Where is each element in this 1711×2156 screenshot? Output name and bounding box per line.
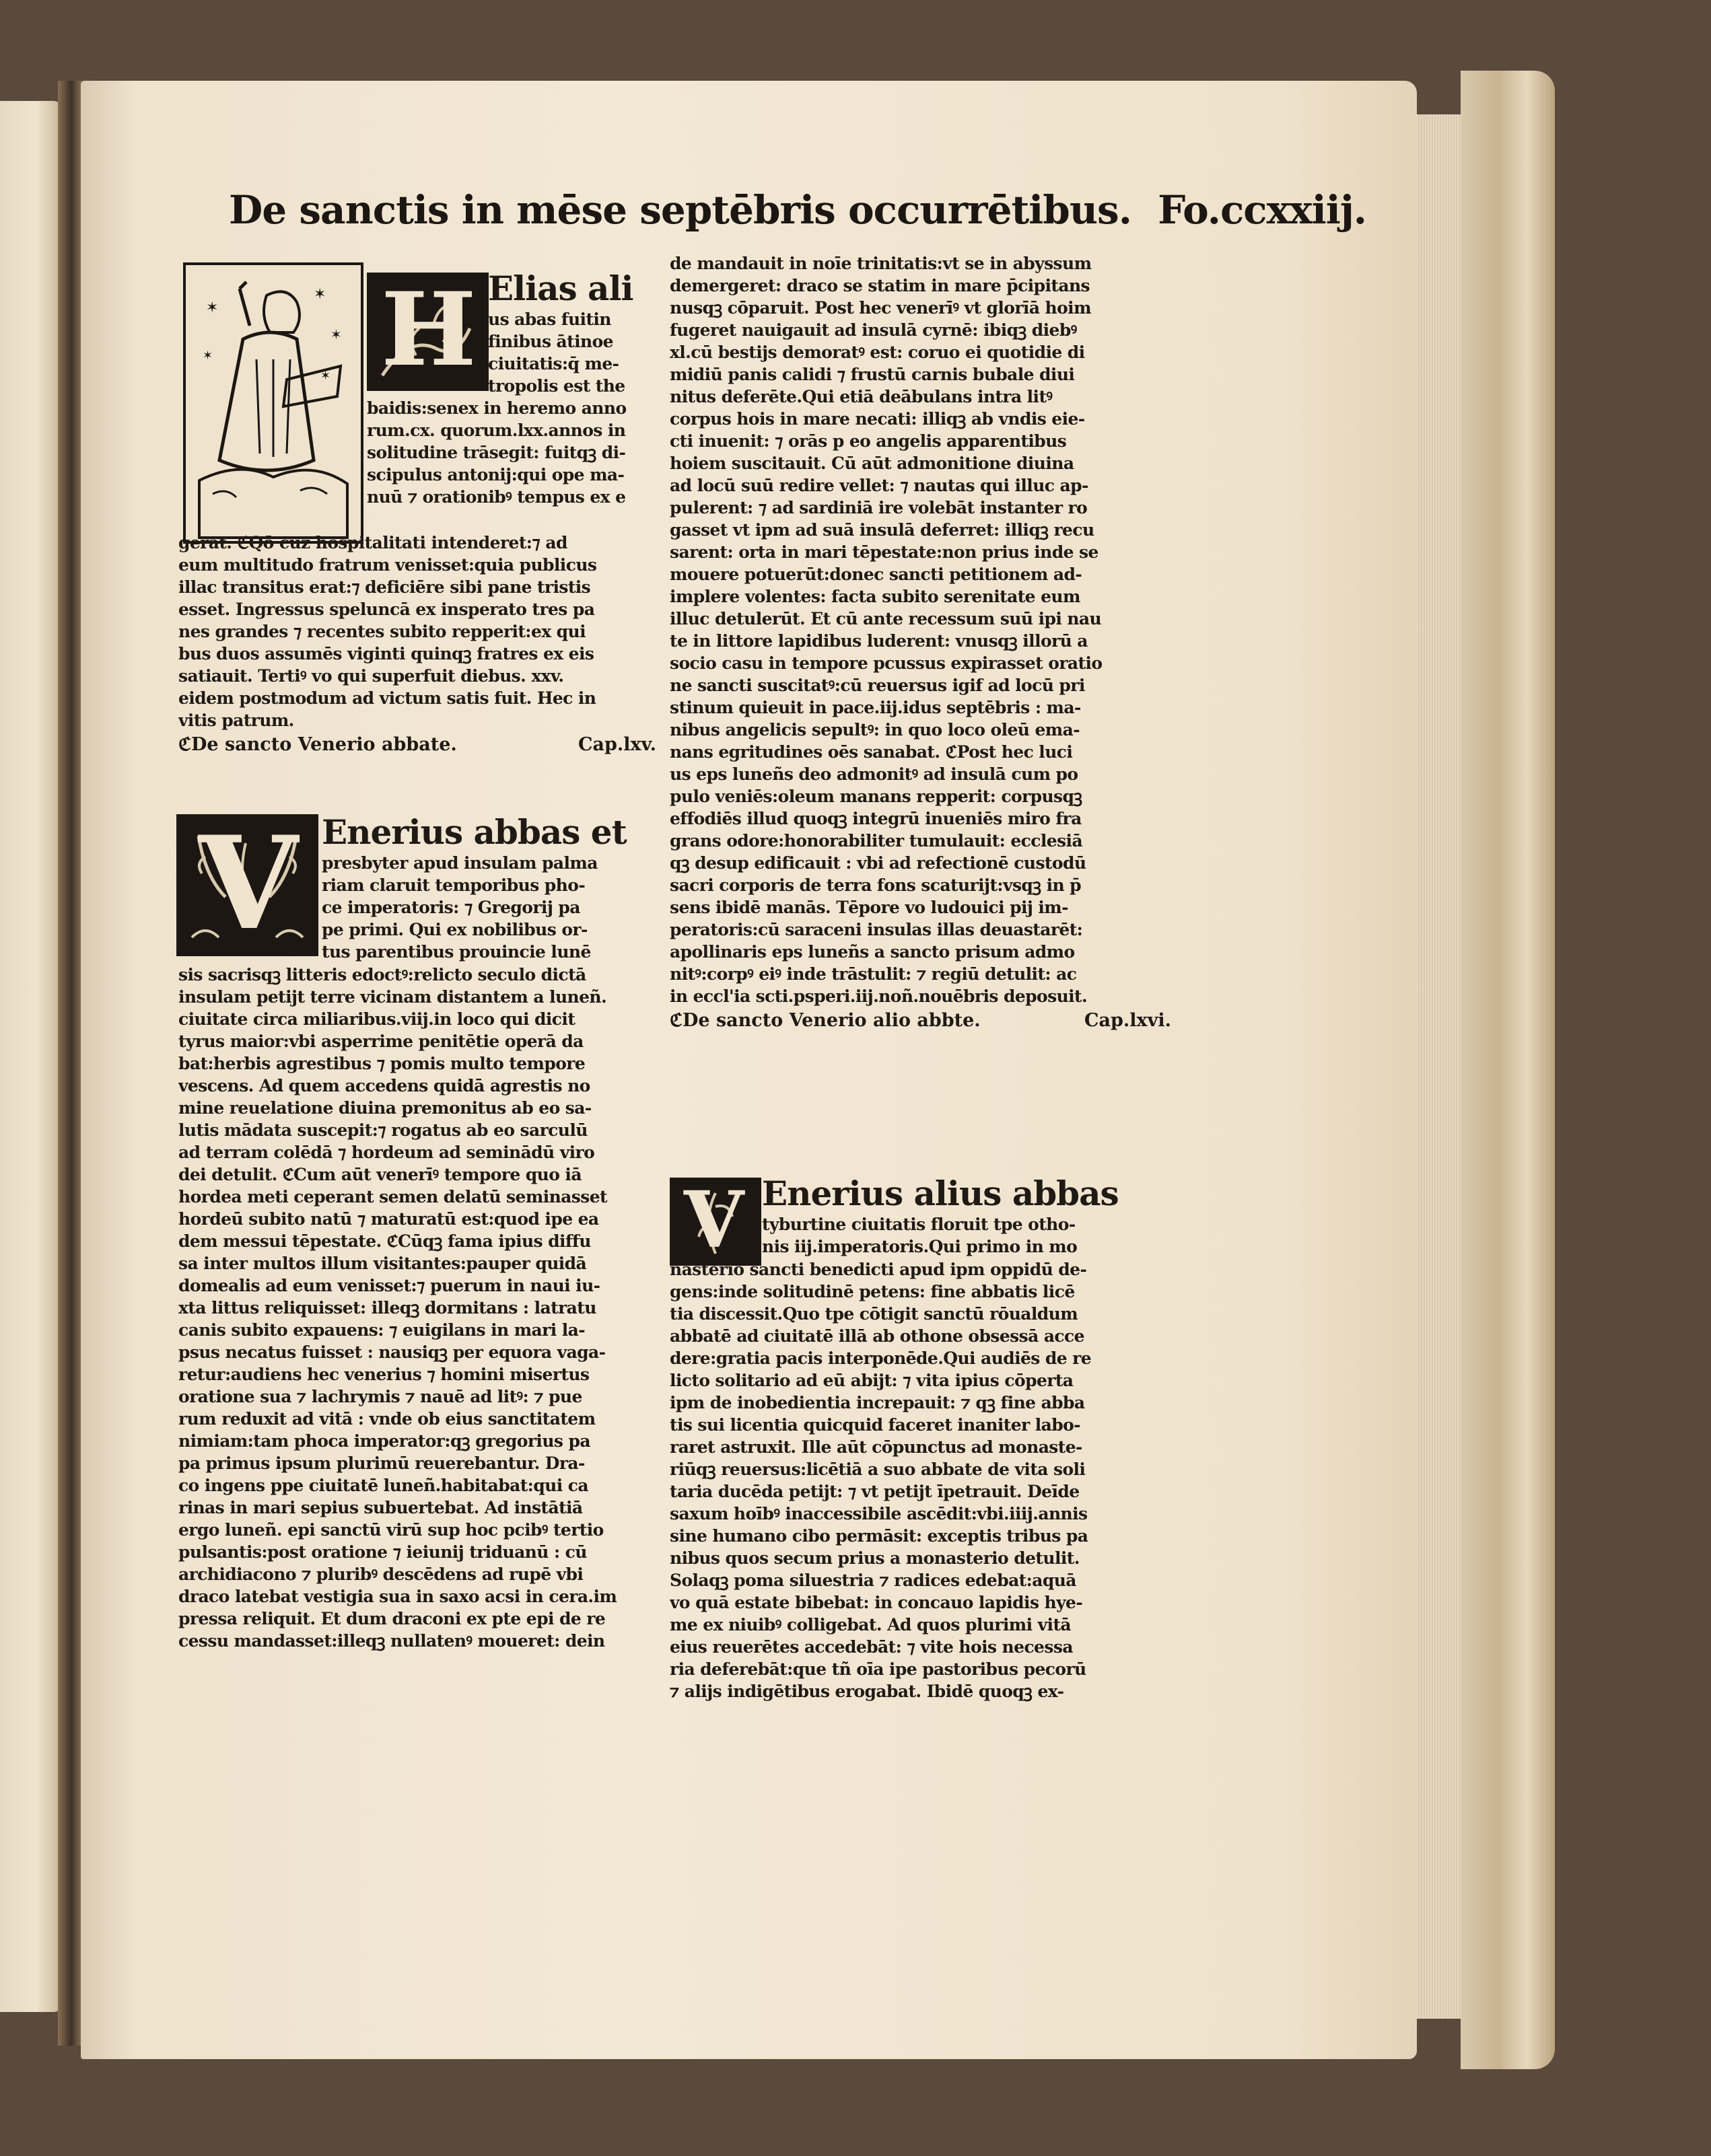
text-line: us eps luneñs deo admonitꝰ ad insulā cum po [670,764,1078,784]
text-line: satiauit. Tertiꝰ vo qui superfuit diebus. xxv. [178,666,564,686]
text-line: ergo luneñ. epi sanctū virū sup hoc pcibꝰ tertio [178,1520,604,1540]
svg-text:✶: ✶ [206,299,219,316]
text-line: stinum quieuit in pace.iij.idus septēbris : ma- [670,698,1081,717]
text-line: mine reuelatione diuina premonitus ab eo sa- [178,1098,592,1118]
text-line: ciuitate circa miliaribus.viij.in loco qui dicit [178,1009,575,1029]
text-line: dem messui tēpestate. ℭCūqꝫ fama ipius diffu [178,1231,591,1251]
text-line: nibus angelicis sepultꝰ: in quo loco oleū ema- [670,720,1080,740]
text-line: ad terram colēdā ⁊ hordeum ad seminādū viro [178,1143,595,1162]
text-line: co ingens ppe ciuitatē luneñ.habitabat:qui ca [178,1476,588,1495]
text-line: pe primi. Qui ex nobilibus or- [322,920,588,939]
text-line: nitus deferēte.Qui etiā deābulans intra litꝰ [670,387,1053,406]
helias-wrap-block [488,269,683,397]
text-line: sacri corporis de terra fons scaturijt:vsqꝫ in p̄ [670,875,1082,895]
text-line: apollinaris eps luneñs a sancto prisum admo [670,942,1075,962]
svg-text:✶: ✶ [314,286,326,303]
text-line: ce imperatoris: ⁊ Gregorij pa [322,898,580,917]
caption-chapter: Cap.lxv. [578,734,656,755]
text-line: tis sui licentia quicquid faceret inaniter labo- [670,1415,1080,1435]
text-line: vo quā estate bibebat: in concauo lapidis hye- [670,1593,1083,1612]
text-line: lutis mādata suscepit:⁊ rogatus ab eo sarculū [178,1120,588,1140]
text-line: eum multitudo fratrum venisset:quia publicus [178,555,597,575]
text-line: draco latebat vestigia sua in saxo acsi in cera.im [178,1587,617,1606]
text-line: eius reuerētes accedebāt: ⁊ vite hois necessa [670,1637,1073,1657]
text-line: cti inuenit: ⁊ orās p eo angelis apparentibus [670,431,1067,451]
venerius2-heading: Enerius alius abbas [762,1174,1119,1213]
text-line: canis subito expauens: ⁊ euigilans in mari la- [178,1320,585,1340]
text-line: bat:herbis agrestibus ⁊ pomis multo tempore [178,1054,586,1073]
text-line: licto solitario ad eū abijt: ⁊ vita ipius cōperta [670,1371,1074,1390]
text-line: illuc detulerūt. Et cū ante recessum suū ipi nau [670,609,1102,628]
chapter-caption-lxv [178,731,656,758]
chapter-caption-lxvi [670,1007,1171,1034]
text-line: us abas fuitin [488,310,611,329]
text-line: insulam petijt terre vicinam distantem a luneñ. [178,987,607,1007]
text-line: nuū ⁊ orationibꝰ tempus ex e [367,487,626,507]
text-line: ria deferebāt:que tñ oīa ipe pastoribus pecorū [670,1659,1086,1679]
text-line: nes grandes ⁊ recentes subito repperit:ex qui [178,622,586,641]
text-line: effodiēs illud quoqꝫ integrū inueniēs miro fra [670,809,1082,828]
text-line: nis iij.imperatoris.Qui primo in mo [762,1237,1078,1256]
text-line: ciuitatis:q̄ me- [488,354,619,373]
text-line: nitꝰ:corpꝰ eiꝰ inde trāstulit: ⁊ regiū detulit: ac [670,964,1077,984]
text-line: xta littus reliquisset: illeqꝫ dormitans : latratu [178,1298,596,1318]
venerius2-wrap-block-2 [670,1258,1171,1702]
running-head-title: De sanctis in mēse septēbris occurrētibus. [229,187,1131,233]
caption-title: ℭDe sancto Venerio alio abbte. [670,1010,981,1031]
text-line: demergeret: draco se statim in mare p̄cipitans [670,276,1090,295]
text-line: ipm de inobedientia increpauit: ⁊ qꝫ fine abba [670,1393,1085,1412]
facing-page-edge [0,101,61,2012]
text-line: pulsantis:post oratione ⁊ ieiunij triduanū : cū [178,1542,587,1562]
helias-heading: Elias ali [488,268,633,308]
text-line: nibus quos secum prius a monasterio detulit. [670,1548,1080,1568]
text-line: nasterio sancti benedicti apud ipm oppidū de- [670,1260,1087,1279]
text-line: esset. Ingressus speluncā ex insperato tres pa [178,600,595,619]
text-line: dere:gratia pacis interponēde.Qui audiēs de re [670,1349,1092,1368]
text-line: nusqꝫ cōparuit. Post hec venerīꝰ vt glorīā hoim [670,298,1091,318]
text-line: sarent: orta in mari tēpestate:non prius inde se [670,542,1098,562]
text-line: gens:inde solitudinē petens: fine abbatis licē [670,1282,1075,1301]
text-line: nimiam:tam phoca imperator:qꝫ gregorius pa [178,1431,590,1451]
book-cover-edge [1461,71,1555,2069]
text-line: hordeū subito natū ⁊ maturatū est:quod ipe ea [178,1209,599,1229]
text-line: pressa reliquit. Et dum draconi ex pte epi de re [178,1609,606,1628]
text-line: fugeret nauigauit ad insulā cyrnē: ibiqꝫ diebꝰ [670,320,1077,340]
text-line: sens ibidē manās. Tēpore vo ludouici pij im- [670,898,1068,917]
text-line: vitis patrum. [178,711,294,730]
text-line: saxum hoībꝰ inaccessibile ascēdit:vbi.iiij.annis [670,1504,1088,1523]
text-line: bus duos assumēs viginti quinqꝫ fratres ex eis [178,644,594,663]
text-line: riūqꝫ reuersus:licētiā a suo abbate de vita soli [670,1460,1086,1479]
saint-woodcut [183,262,363,544]
running-head [229,187,1366,241]
text-line: Solaqꝫ poma siluestria ⁊ radices edebat:aquā [670,1571,1076,1590]
text-line: sine humano cibo permāsit: exceptis tribus pa [670,1526,1088,1546]
text-line: ne sancti suscitatꝰ:cū reuersus igif ad locū pri [670,676,1085,695]
text-line: tia discessit.Quo tpe cōtigit sanctū rōualdum [670,1304,1078,1324]
text-line: rum.cx. quorum.lxx.annos in [367,421,626,440]
text-line: grans odore:honorabiliter tumulauit: ecclesiā [670,831,1083,851]
svg-text:✶: ✶ [330,326,342,343]
text-line: tus parentibus prouincie lunē [322,942,591,962]
initial-v2-glyph: V [684,1175,744,1266]
text-line: pa primus ipsum plurimū reuerebantur. Dra- [178,1453,585,1473]
text-line: pulo veniēs:oleum manans repperit: corpusqꝫ [670,787,1082,806]
text-line: psus necatus fuisset : nausiqꝫ per equora vaga- [178,1342,606,1362]
text-line: vescens. Ad quem accedens quidā agrestis no [178,1076,590,1095]
text-line: gasset vt ipm ad suā insulā deferret: illiqꝫ recu [670,520,1094,540]
text-line: rum reduxit ad vitā : vnde ob eius sanctitatem [178,1409,596,1429]
text-line: oratione sua ⁊ lachrymis ⁊ nauē ad litꝰ: ⁊ pue [178,1387,582,1406]
initial-h [367,273,489,391]
text-line: scipulus antonij:qui ope ma- [367,465,625,484]
caption-chapter: Cap.lxvi. [1084,1010,1171,1031]
text-line: socio casu in tempore pcussus expirasset oratio [670,653,1103,673]
text-line: hordea meti ceperant semen delatū seminasset [178,1187,607,1207]
svg-text:✶: ✶ [203,349,213,363]
svg-text:✶: ✶ [320,369,331,383]
text-line: qꝫ desup edificauit : vbi ad refectionē custodū [670,853,1086,873]
right-column-text [670,252,1171,1034]
text-line: abbatē ad ciuitatē illā ab othone obsessā acce [670,1326,1084,1346]
text-line: cessu mandasset:illeqꝫ nullatenꝰ moueret: dein [178,1631,605,1651]
text-line: ⁊ alijs indigētibus erogabat. Ibidē quoqꝫ ex- [670,1682,1064,1701]
text-line: peratoris:cū saraceni insulas illas deuastarēt: [670,920,1083,939]
text-line: midiū panis calidi ⁊ frustū carnis bubale diui [670,365,1075,384]
text-line: tyrus maior:vbi asperrime penitētie operā da [178,1032,584,1051]
text-line: tropolis est the [488,376,625,396]
text-line: retur:audiens hec venerius ⁊ homini misertus [178,1365,590,1384]
text-line: finibus ātinoe [488,332,613,351]
venerius-wrap-block [322,813,658,963]
text-line: raret astruxit. Ille aūt cōpunctus ad monaste- [670,1437,1082,1457]
text-line: dei detulit. ℭCum aūt venerīꝰ tempore quo iā [178,1165,582,1184]
text-line: in eccl'ia scti.psperi.iij.noñ.nouēbris deposuit. [670,986,1088,1006]
text-line: taria ducēda petijt: ⁊ vt petijt īpetrauit. Deīde [670,1482,1080,1501]
initial-v-glyph: V [199,808,298,958]
text-line: nans egritudines oēs sanabat. ℭPost hec luci [670,742,1073,762]
text-line: implere volentes: facta subito serenitate eum [670,587,1080,606]
helias-wrap-block-2 [367,397,683,508]
text-line: sis sacrisqꝫ litteris edoctꝰ:relicto seculo dictā [178,965,586,984]
initial-h-glyph: H [381,271,477,389]
text-line: eidem postmodum ad victum satis fuit. Hec in [178,688,596,708]
venerius2-wrap-block [762,1174,1166,1258]
text-line: xl.cū bestijs demoratꝰ est: coruo ei quotidie di [670,343,1085,362]
venerius-heading: Enerius abbas et [322,812,627,852]
venerius-text-block [178,964,656,1652]
text-line: mouere potuerūt:donec sancti petitionem ad- [670,565,1082,584]
text-line: domealis ad eum venisset:⁊ puerum in naui iu- [178,1276,600,1295]
text-line: sa inter multos illum visitantes:pauper quidā [178,1254,587,1273]
text-line: illac transitus erat:⁊ deficiēre sibi pane tristis [178,577,591,597]
text-line: hoiem suscitauit. Cū aūt admonitione diuina [670,454,1074,473]
text-line: me ex niuibꝰ colligebat. Ad quos plurimi vitā [670,1615,1072,1634]
text-line: solitudine trāsegit: fuitqꝫ di- [367,443,626,462]
text-line: tyburtine ciuitatis floruit tpe otho- [762,1215,1076,1234]
monk-illustration-icon [186,265,361,541]
text-line: gerat. ℭQō cuz hospitalitati intenderet:⁊ ad [178,533,567,552]
initial-v-small [670,1175,761,1266]
helias-text-block [178,532,656,758]
text-line: archidiacono ⁊ pluribꝰ descēdens ad rupē vbi [178,1565,584,1584]
text-line: riam claruit temporibus pho- [322,875,586,895]
folio-number: Fo.ccxxiij. [1158,187,1366,233]
caption-title: ℭDe sancto Venerio abbate. [178,734,457,755]
initial-v [176,808,318,958]
text-line: rinas in mari sepius subuertebat. Ad instātiā [178,1498,583,1517]
text-line: te in littore lapidibus luderent: vnusqꝫ illorū a [670,631,1088,651]
text-line: presbyter apud insulam palma [322,853,598,873]
text-line: de mandauit in noīe trinitatis:vt se in abyssum [670,254,1092,273]
text-line: ad locū suū redire vellet: ⁊ nautas qui illuc ap- [670,476,1088,495]
text-line: pulerent: ⁊ ad sardiniā ire volebāt instanter ro [670,498,1088,517]
text-line: corpus hois in mare necati: illiqꝫ ab vndis eie- [670,409,1085,429]
text-line: baidis:senex in heremo anno [367,398,627,418]
